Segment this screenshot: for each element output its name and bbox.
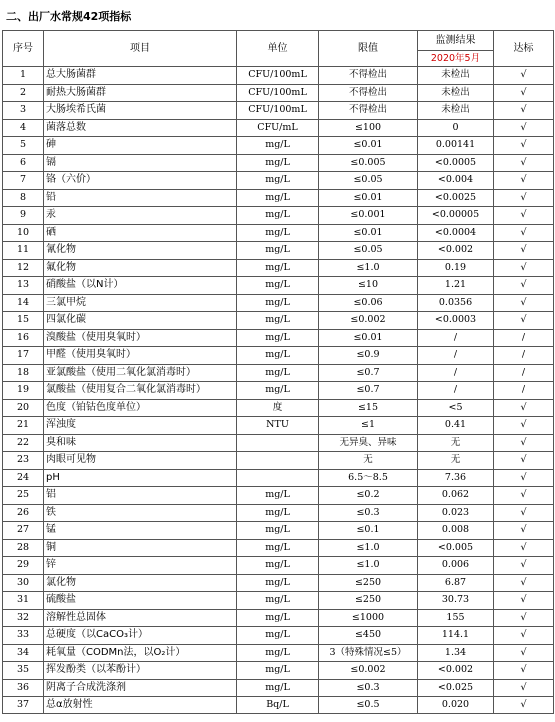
row-result: 1.34 [418,644,494,662]
row-number: 34 [3,644,44,662]
row-item: 亚氯酸盐（使用二氧化氯消毒时） [44,364,237,382]
row-number: 7 [3,172,44,190]
row-unit: mg/L [237,662,319,680]
row-compliance: √ [494,154,554,172]
row-compliance: √ [494,627,554,645]
row-number: 8 [3,189,44,207]
row-item: pH [44,469,237,487]
row-limit: 6.5～8.5 [319,469,418,487]
row-item: 总硬度（以CaCO₃计） [44,627,237,645]
row-compliance: √ [494,137,554,155]
row-limit: 不得检出 [319,67,418,85]
table-row [3,697,554,714]
row-result: 114.1 [418,627,494,645]
row-compliance: √ [494,67,554,85]
row-unit: mg/L [237,364,319,382]
row-item: 三氯甲烷 [44,294,237,312]
row-unit: mg/L [237,207,319,225]
row-item: 汞 [44,207,237,225]
table-row [3,574,554,592]
row-unit: mg/L [237,259,319,277]
row-result: 0.00141 [418,137,494,155]
row-result: <0.0003 [418,312,494,330]
row-number: 35 [3,662,44,680]
row-item: 铝 [44,487,237,505]
row-unit: mg/L [237,382,319,400]
row-number: 2 [3,84,44,102]
row-number: 25 [3,487,44,505]
row-limit: ≤1 [319,417,418,435]
row-result: <0.0025 [418,189,494,207]
table-row [3,679,554,697]
row-result: <0.004 [418,172,494,190]
row-limit: ≤1000 [319,609,418,627]
row-unit: mg/L [237,137,319,155]
row-limit: ≤0.9 [319,347,418,365]
row-compliance: √ [494,504,554,522]
row-limit: ≤0.001 [319,207,418,225]
table-row [3,189,554,207]
row-result: 0.19 [418,259,494,277]
row-limit: ≤1.0 [319,557,418,575]
row-limit: ≤15 [319,399,418,417]
row-unit: mg/L [237,224,319,242]
row-item: 大肠埃希氏菌 [44,102,237,120]
row-limit: ≤0.3 [319,504,418,522]
row-limit: 3（特殊情况≤5） [319,644,418,662]
row-item: 硒 [44,224,237,242]
table-row [3,417,554,435]
row-compliance: √ [494,259,554,277]
table-row [3,452,554,470]
row-limit: ≤250 [319,574,418,592]
row-result: 30.73 [418,592,494,610]
table-row [3,662,554,680]
row-item: 耗氧量（CODMn法，以O₂计） [44,644,237,662]
row-unit: mg/L [237,329,319,347]
table-row [3,504,554,522]
row-number: 30 [3,574,44,592]
row-limit: ≤100 [319,119,418,137]
row-result: 7.36 [418,469,494,487]
row-unit: mg/L [237,154,319,172]
row-limit: ≤0.005 [319,154,418,172]
row-item: 硫酸盐 [44,592,237,610]
water-quality-table [2,30,554,714]
row-number: 14 [3,294,44,312]
row-result: 0.41 [418,417,494,435]
table-row [3,469,554,487]
row-compliance: √ [494,644,554,662]
row-item: 甲醛（使用臭氧时） [44,347,237,365]
row-compliance: √ [494,452,554,470]
row-unit: mg/L [237,347,319,365]
row-compliance: √ [494,207,554,225]
row-compliance: √ [494,592,554,610]
row-number: 16 [3,329,44,347]
row-unit: mg/L [237,312,319,330]
row-number: 31 [3,592,44,610]
row-item: 浑浊度 [44,417,237,435]
row-number: 10 [3,224,44,242]
row-compliance: √ [494,522,554,540]
table-row [3,627,554,645]
table-row [3,224,554,242]
row-limit: ≤0.002 [319,662,418,680]
table-row [3,207,554,225]
row-limit: ≤450 [319,627,418,645]
row-number: 6 [3,154,44,172]
row-number: 26 [3,504,44,522]
row-compliance: / [494,382,554,400]
row-result: <0.002 [418,242,494,260]
row-result: 未检出 [418,84,494,102]
row-compliance: √ [494,172,554,190]
row-limit: ≤0.01 [319,137,418,155]
table-row [3,434,554,452]
row-item: 溴酸盐（使用臭氧时） [44,329,237,347]
header-no: 序号 [3,31,44,67]
row-number: 28 [3,539,44,557]
row-unit: mg/L [237,504,319,522]
header-result-period: 2020年5月 [418,51,494,67]
row-compliance: √ [494,399,554,417]
row-limit: ≤1.0 [319,539,418,557]
row-limit: ≤1.0 [319,259,418,277]
table-body [3,67,554,714]
row-unit: mg/L [237,277,319,295]
row-number: 36 [3,679,44,697]
row-item: 铬（六价） [44,172,237,190]
row-item: 菌落总数 [44,119,237,137]
table-row [3,137,554,155]
row-unit: mg/L [237,189,319,207]
row-result: 未检出 [418,102,494,120]
row-limit: ≤0.01 [319,189,418,207]
row-number: 27 [3,522,44,540]
row-number: 15 [3,312,44,330]
row-number: 1 [3,67,44,85]
row-result: <0.005 [418,539,494,557]
row-compliance: √ [494,434,554,452]
row-unit [237,452,319,470]
row-limit: ≤0.7 [319,364,418,382]
row-unit: mg/L [237,487,319,505]
row-number: 24 [3,469,44,487]
row-item: 锌 [44,557,237,575]
row-limit: ≤0.7 [319,382,418,400]
row-item: 铜 [44,539,237,557]
row-compliance: √ [494,469,554,487]
row-result: <0.0005 [418,154,494,172]
row-unit: mg/L [237,522,319,540]
row-compliance: √ [494,312,554,330]
row-result: / [418,347,494,365]
row-number: 21 [3,417,44,435]
row-item: 砷 [44,137,237,155]
row-unit: CFU/100mL [237,67,319,85]
row-unit: mg/L [237,627,319,645]
row-unit: Bq/L [237,697,319,714]
row-limit: ≤0.5 [319,697,418,714]
row-item: 氰化物 [44,242,237,260]
row-item: 氯化物 [44,574,237,592]
row-result: <0.00005 [418,207,494,225]
row-limit: 不得检出 [319,84,418,102]
table-row [3,242,554,260]
table-row [3,557,554,575]
header-unit: 单位 [237,31,319,67]
row-item: 铁 [44,504,237,522]
row-item: 总α放射性 [44,697,237,714]
row-result: 0 [418,119,494,137]
row-number: 4 [3,119,44,137]
row-compliance: √ [494,574,554,592]
table-row [3,84,554,102]
row-limit: ≤0.05 [319,242,418,260]
row-result: 未检出 [418,67,494,85]
row-number: 5 [3,137,44,155]
table-row [3,522,554,540]
table-row [3,172,554,190]
row-result: 无 [418,434,494,452]
row-unit: mg/L [237,557,319,575]
row-item: 氟化物 [44,259,237,277]
row-result: / [418,329,494,347]
row-compliance: √ [494,609,554,627]
table-row [3,329,554,347]
row-limit: ≤250 [319,592,418,610]
header-limit: 限值 [319,31,418,67]
row-unit: mg/L [237,574,319,592]
row-result: 0.0356 [418,294,494,312]
row-unit: mg/L [237,609,319,627]
row-limit: 无异臭、异味 [319,434,418,452]
row-result: 6.87 [418,574,494,592]
row-compliance: √ [494,487,554,505]
row-number: 32 [3,609,44,627]
row-number: 37 [3,697,44,714]
row-compliance: √ [494,539,554,557]
row-result: / [418,382,494,400]
row-number: 13 [3,277,44,295]
row-unit: 度 [237,399,319,417]
table-row [3,347,554,365]
row-unit: NTU [237,417,319,435]
row-number: 18 [3,364,44,382]
row-compliance: √ [494,189,554,207]
row-compliance: √ [494,662,554,680]
row-compliance: √ [494,679,554,697]
row-item: 耐热大肠菌群 [44,84,237,102]
row-number: 19 [3,382,44,400]
row-item: 溶解性总固体 [44,609,237,627]
row-result: 0.006 [418,557,494,575]
header-item: 项目 [44,31,237,67]
table-row [3,399,554,417]
row-item: 锰 [44,522,237,540]
row-item: 色度（铂钴色度单位） [44,399,237,417]
table-row [3,382,554,400]
row-result: 155 [418,609,494,627]
row-unit: CFU/100mL [237,84,319,102]
row-item: 肉眼可见物 [44,452,237,470]
row-compliance: / [494,329,554,347]
row-compliance: √ [494,417,554,435]
row-result: 0.020 [418,697,494,714]
row-result: 0.008 [418,522,494,540]
row-number: 11 [3,242,44,260]
row-limit: ≤0.06 [319,294,418,312]
row-result: 0.062 [418,487,494,505]
row-result: <5 [418,399,494,417]
row-number: 3 [3,102,44,120]
row-item: 四氯化碳 [44,312,237,330]
row-result: 无 [418,452,494,470]
row-compliance: √ [494,294,554,312]
row-item: 臭和味 [44,434,237,452]
table-row [3,487,554,505]
row-compliance: / [494,347,554,365]
table-row [3,609,554,627]
table-row [3,154,554,172]
row-result: 1.21 [418,277,494,295]
row-unit: CFU/mL [237,119,319,137]
table-row [3,102,554,120]
table-row [3,539,554,557]
row-compliance: √ [494,119,554,137]
row-compliance: √ [494,697,554,714]
row-limit: ≤0.01 [319,224,418,242]
row-unit: mg/L [237,172,319,190]
header-ok: 达标 [494,31,554,67]
table-row [3,67,554,85]
row-number: 22 [3,434,44,452]
row-result: 0.023 [418,504,494,522]
row-limit: ≤0.2 [319,487,418,505]
row-compliance: / [494,364,554,382]
row-item: 硝酸盐（以N计） [44,277,237,295]
row-compliance: √ [494,277,554,295]
row-number: 9 [3,207,44,225]
row-limit: 无 [319,452,418,470]
header-result: 监测结果 [418,31,494,51]
row-limit: ≤0.3 [319,679,418,697]
table-row [3,119,554,137]
row-result: <0.002 [418,662,494,680]
row-item: 总大肠菌群 [44,67,237,85]
row-unit: mg/L [237,679,319,697]
row-compliance: √ [494,224,554,242]
row-result: <0.025 [418,679,494,697]
table-row [3,644,554,662]
row-compliance: √ [494,242,554,260]
row-unit [237,469,319,487]
row-compliance: √ [494,557,554,575]
row-number: 23 [3,452,44,470]
table-row [3,364,554,382]
row-limit: ≤0.002 [319,312,418,330]
table-row [3,259,554,277]
table-row [3,277,554,295]
row-unit: mg/L [237,539,319,557]
row-compliance: √ [494,102,554,120]
section-title: 二、出厂水常规42项指标 [6,10,132,23]
row-item: 氯酸盐（使用复合二氧化氯消毒时） [44,382,237,400]
row-result: / [418,364,494,382]
row-item: 挥发酚类（以苯酚计） [44,662,237,680]
row-number: 20 [3,399,44,417]
row-unit: mg/L [237,592,319,610]
row-limit: ≤10 [319,277,418,295]
row-limit: ≤0.1 [319,522,418,540]
row-number: 33 [3,627,44,645]
row-unit: mg/L [237,644,319,662]
row-unit: mg/L [237,294,319,312]
row-unit [237,434,319,452]
row-number: 29 [3,557,44,575]
row-limit: ≤0.01 [319,329,418,347]
table-row [3,294,554,312]
row-number: 12 [3,259,44,277]
row-unit: CFU/100mL [237,102,319,120]
row-item: 阴离子合成洗涤剂 [44,679,237,697]
row-limit: ≤0.05 [319,172,418,190]
table-row [3,592,554,610]
row-compliance: √ [494,84,554,102]
row-number: 17 [3,347,44,365]
row-unit: mg/L [237,242,319,260]
table-row [3,312,554,330]
row-result: <0.0004 [418,224,494,242]
row-item: 镉 [44,154,237,172]
row-item: 铅 [44,189,237,207]
row-limit: 不得检出 [319,102,418,120]
